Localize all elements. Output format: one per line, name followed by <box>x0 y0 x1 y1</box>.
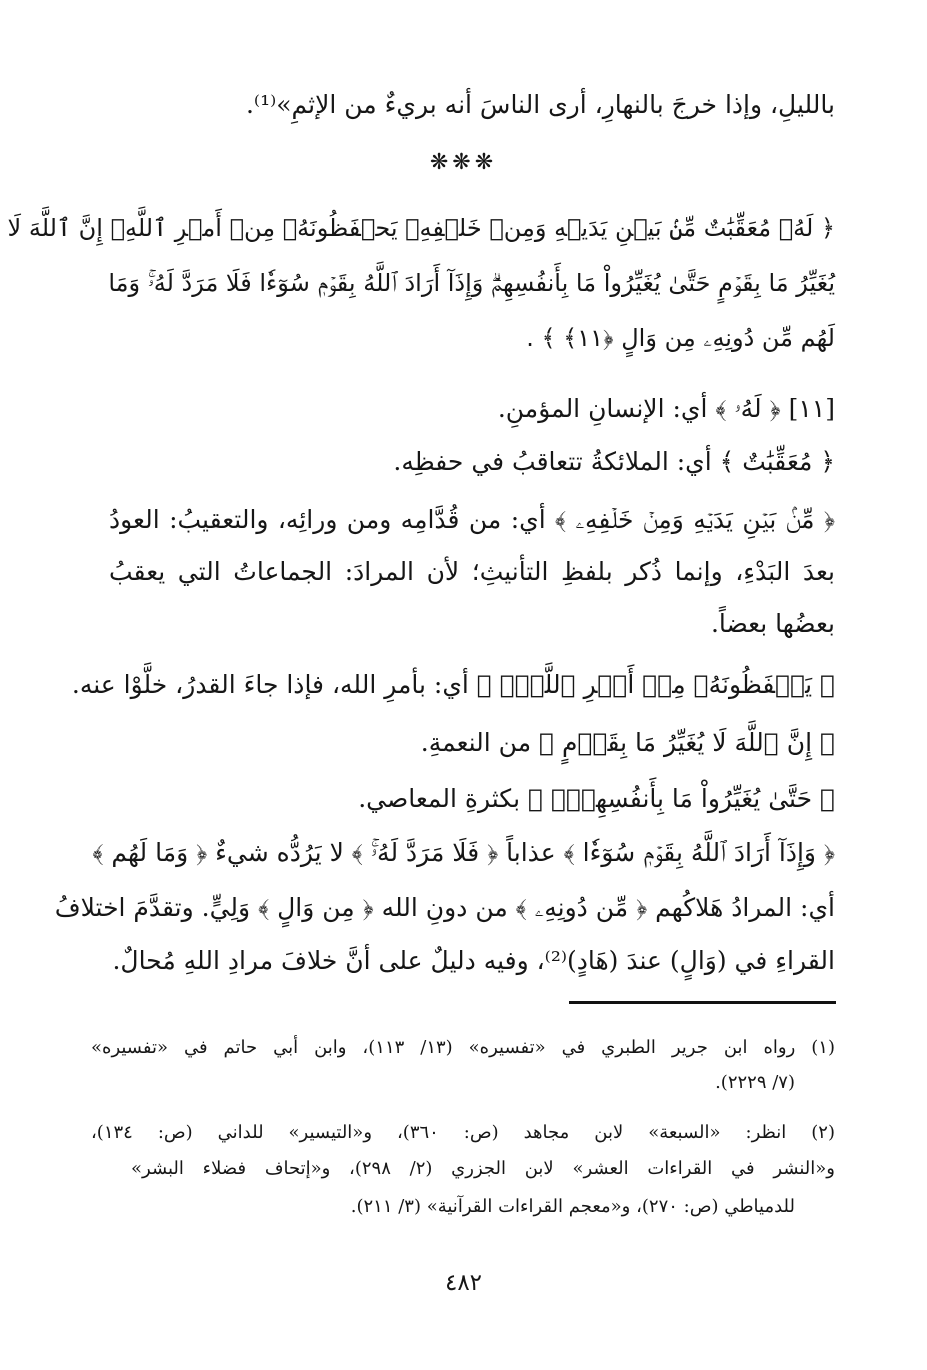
commentary-line-3: ﴿ مِّنۢ بَيۡنِ يَدَيۡهِ وَمِنۡ خَلۡفِهِۦ ﴾ أي: من قُدَّامِه ومن ورائِه، والتعقيبُ: العودُ <box>109 505 835 534</box>
footnote-1-line-1: (١) رواه ابن جرير الطبري في «تفسيره» (١٣/ ١١٣)، وابن أبي حاتم في «تفسيره» <box>91 1037 835 1058</box>
verse-line-3: لَهُم مِّن دُونِهِۦ مِن وَالٍ ﴿١١﴾ ﴾ . <box>526 324 835 352</box>
commentary-line-11: القراءِ في (وَالٍ) عندَ (هَادٍ)⁽²⁾، وفيه دليلٌ على أنَّ خلافَ مرادِ اللهِ مُحالٌ. <box>112 946 835 975</box>
verse-line-1: ﴿ لَهُۥ مُعَقِّبَٰتٌ مِّنۢ بَيۡنِ يَدَيۡهِ وَمِنۡ خَلۡفِهِۦ يَحۡفَظُونَهُۥ مِنۡ أَمۡرِ ٱللَّهِۗ إِنَّ ٱللَّهَ لَا <box>7 214 835 242</box>
commentary-line-1: [١١] ﴿ لَهُۥ ﴾ أي: الإنسانِ المؤمنِ. <box>497 394 835 423</box>
intro-line: بالليلِ، وإذا خرجَ بالنهارِ، أرى الناسَ أنه بريءٌ من الإثمِ»⁽¹⁾. <box>245 90 835 119</box>
footnote-2-line-1: (٢) انظر: «السبعة» لابن مجاهد (ص: ٣٦٠)، و«التيسير» للداني (ص: ١٣٤)، <box>91 1122 835 1143</box>
commentary-line-7: ﴿ إِنَّ ٱللَّهَ لَا يُغَيِّرُ مَا بِقَوۡمٍ ﴾ من النعمةِ. <box>420 728 835 757</box>
commentary-line-4: بعدَ البَدْءِ، وإنما ذُكر بلفظِ التأنيثِ؛ لأن المرادَ: الجماعاتُ التي يعقبُ <box>109 557 835 586</box>
commentary-line-8: ﴿ حَتَّىٰ يُغَيِّرُواْ مَا بِأَنفُسِهِمۡۗ ﴾ بكثرةِ المعاصي. <box>358 784 835 813</box>
commentary-line-9: ﴿ وَإِذَآ أَرَادَ ٱللَّهُ بِقَوۡمٖ سُوٓءٗا ﴾ عذاباً ﴿ فَلَا مَرَدَّ لَهُۥۚ ﴾ لا يَرُدُّه شيءٌ ﴿ وَمَا لَهُم ﴾ <box>92 838 835 867</box>
footnote-2-line-3: للدمياطي (ص: ٢٧٠)، و«معجم القراءات القرآنية» (٣/ ٢١١). <box>350 1196 795 1217</box>
commentary-line-6: ﴿ يَحۡفَظُونَهُۥ مِنۡ أَمۡرِ ٱللَّهِۗ ﴾ أي: بأمرِ الله، فإذا جاءَ القدرُ، خلَّوْا عنه. <box>71 670 835 699</box>
commentary-line-10: أي: المرادُ هَلاكُهم ﴿ مِّن دُونِهِۦ ﴾ من دونِ الله ﴿ مِن وَالٍ ﴾ وَلِيٍّ. وتقدَّمَ اختلافُ <box>54 893 835 922</box>
footnote-1-line-2: (٧/ ٢٢٢٩). <box>715 1072 795 1093</box>
footnote-divider <box>569 1001 836 1004</box>
verse-line-2: يُغَيِّرُ مَا بِقَوۡمٍ حَتَّىٰ يُغَيِّرُواْ مَا بِأَنفُسِهِمۡۗ وَإِذَآ أَرَادَ ٱللَّهُ بِقَوۡمٖ سُوٓءٗا فَلَا مَرَدَّ لَهُۥۚ وَمَا <box>108 269 835 297</box>
commentary-line-5: بعضُها بعضاً. <box>710 609 835 638</box>
footnote-2-line-2: و«النشر في القراءات العشر» لابن الجزري (٢/ ٢٩٨)، و«إتحاف فضلاء البشر» <box>131 1158 835 1179</box>
section-separator: ❋❋❋ <box>429 150 498 175</box>
commentary-line-2: ﴿ مُعَقِّبَٰتٌ ﴾ أي: الملائكةُ تتعاقبُ في حفظِه. <box>393 447 835 476</box>
page-number: ٤٨٢ <box>444 1270 483 1296</box>
